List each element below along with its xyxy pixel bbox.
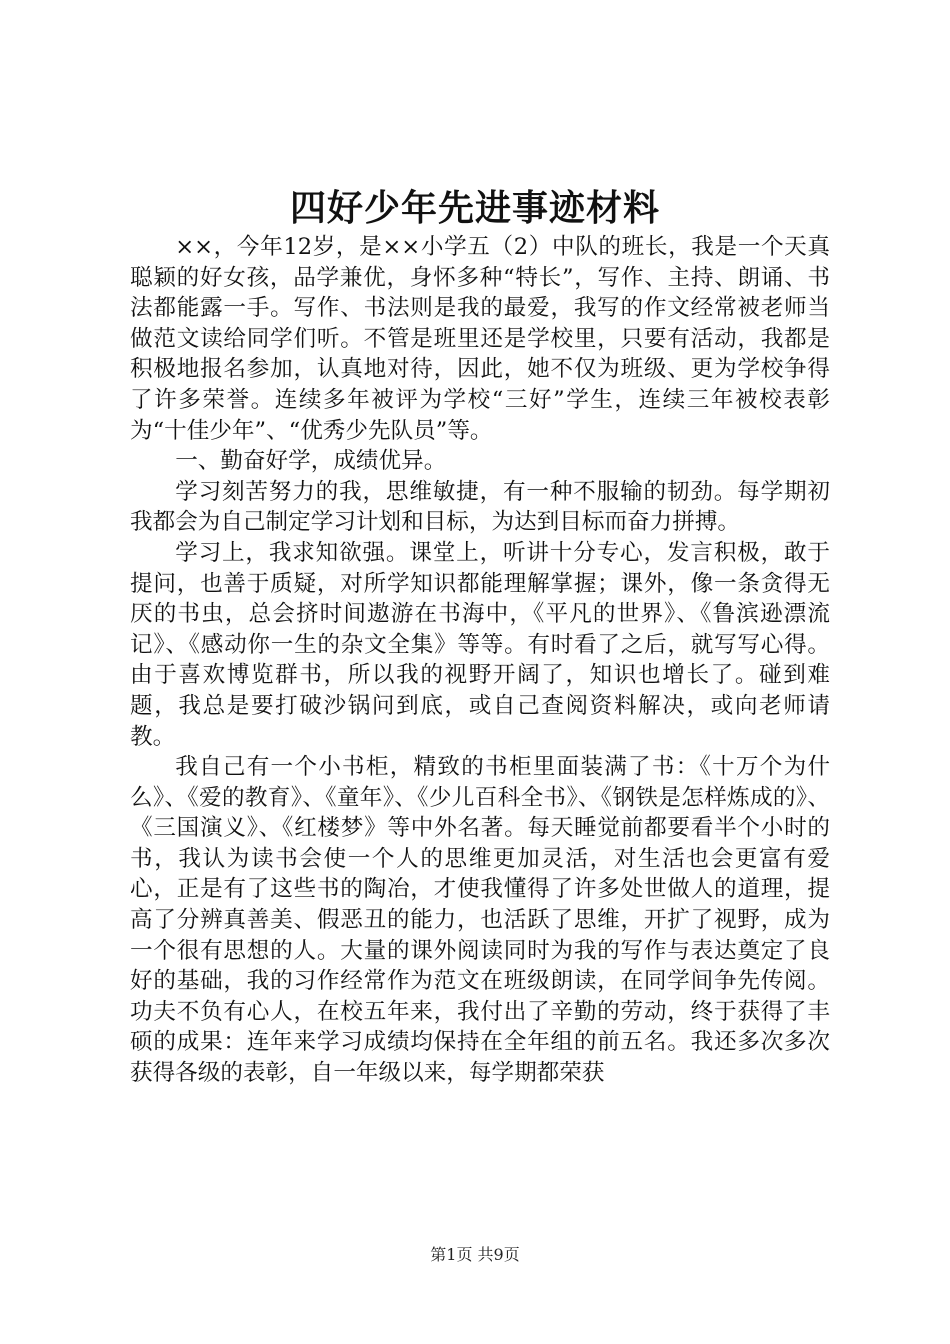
intro-paragraph: ××，今年12岁，是××小学五（2）中队的班长，我是一个天真聪颖的好女孩，品学兼优，身怀多种“特长”，写作、主持、朗诵、书法都能露一手。写作、书法则是我的最爱，我写的作文经常被老师当做范文读给同学们听。不管是班里还是学校里，只要有活动，我都是积极地报名参加，认真地对待，因此，她不仅为班级、更为学校争得了许多荣誉。连续多年被评为学校“三好”学生，连续三年被校表彰为“十佳少年”、“优秀少先队员”等。 (130, 234, 830, 444)
body-paragraph: 学习上，我求知欲强。课堂上，听讲十分专心，发言积极，敢于提问，也善于质疑，对所学知识都能理解掌握；课外，像一条贪得无厌的书虫，总会挤时间遨游在书海中，《平凡的世界》、《鲁滨逊漂流记》、《感动你一生的杂文全集》等等。有时看了之后，就写写心得。由于喜欢博览群书，所以我的视野开阔了，知识也增长了。碰到难题，我总是要打破沙锅问到底，或自己查阅资料解决，或向老师请教。 (130, 539, 830, 750)
section-heading: 一、勤奋好学，成绩优异。 (175, 448, 447, 475)
page-number-footer: 第1页 共9页 (430, 1245, 520, 1264)
body-paragraph: 学习刻苦努力的我，思维敏捷，有一种不服输的韧劲。每学期初我都会为自己制定学习计划和目标，为达到目标而奋力拼搏。 (130, 478, 830, 536)
document-body (130, 232, 830, 1089)
document-title: 四好少年先进事迹材料 (289, 187, 660, 229)
body-paragraph: 我自己有一个小书柜，精致的书柜里面装满了书：《十万个为什么》、《爱的教育》、《童年》、《少儿百科全书》、《钢铁是怎样炼成的》、《三国演义》、《红楼梦》等中外名著。每天睡觉前都要看半个小时的书，我认为读书会使一个人的思维更加灵活，对生活也会更富有爱心，正是有了这些书的陶冶，才使我懂得了许多处世做人的道理，提高了分辨真善美、假恶丑的能力，也活跃了思维，开扩了视野，成为一个很有思想的人。大量的课外阅读同时为我的写作与表达奠定了良好的基础，我的习作经常作为范文在班级朗读，在同学间争先传阅。功夫不负有心人，在校五年来，我付出了辛勤的劳动，终于获得了丰硕的成果：连年来学习成绩均保持在全年组的前五名。我还多次多次获得各级的表彰，自一年级以来，每学期都荣获 (130, 754, 830, 1087)
